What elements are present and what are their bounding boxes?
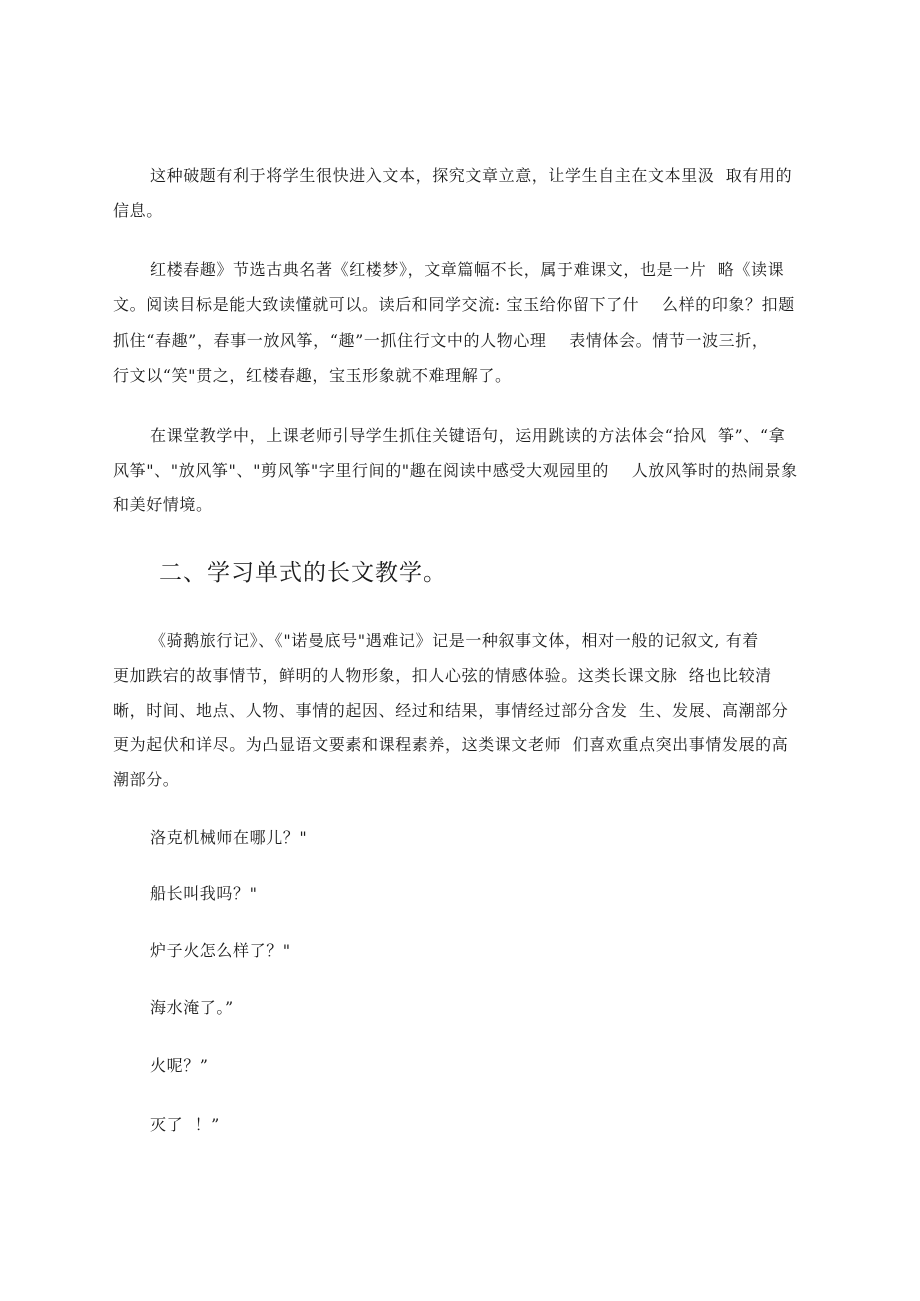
dialogue-line-1: 洛克机械师在哪儿？": [150, 828, 308, 847]
paragraph-2-line-1: 红楼春趣》节选古典名著《红楼梦》，文章篇幅不长，属于难课文，也是一片 略《读课: [150, 260, 785, 279]
paragraph-2-line-2: 文。阅读目标是能大致读懂就可以。读后和同学交流: 宝玉给你留下了什 么样的印象？扣题: [113, 295, 795, 314]
dialogue-line-3: 炉子火怎么样了？": [150, 941, 291, 960]
paragraph-3-line-1: 在课堂教学中，上课老师引导学生抓住关键语句，运用跳读的方法体会“拾风 筝”、“拿: [150, 426, 786, 445]
paragraph-1-line-2: 信息。: [113, 201, 163, 220]
long-paragraph-line-5: 潮部分。: [113, 770, 180, 789]
long-paragraph-line-3: 晰，时间、地点、人物、事情的起因、经过和结果，事情经过部分含发 生、发展、高潮部分: [113, 701, 789, 720]
long-paragraph-line-4: 更为起伏和详尽。为凸显语文要素和课程素养，这类课文老师 们喜欢重点突出事情发展的高: [113, 735, 789, 754]
dialogue-line-4: 海水淹了。”: [150, 998, 234, 1017]
section-heading: 二、学习单式的长文教学。: [159, 560, 447, 586]
paragraph-2-line-4: 行文以“笑"贯之，红楼春趣，宝玉形象就不难理解了。: [113, 366, 512, 385]
long-paragraph-line-2: 更加跌宕的故事情节，鲜明的人物形象，扣人心弦的情感体验。这类长课文脉 络也比较清: [113, 666, 772, 685]
dialogue-line-6: 灭了 ！”: [150, 1115, 220, 1134]
paragraph-1-line-1: 这种破题有利于将学生很快进入文本，探究文章立意，让学生自主在文本里汲 取有用的: [150, 166, 793, 185]
dialogue-line-5: 火呢？”: [150, 1056, 209, 1075]
long-paragraph-line-1: 《骑鹅旅行记》、《"诺曼底号"遇难记》记是一种叙事文体，相对一般的记叙文, 有着: [150, 631, 759, 650]
paragraph-3-line-2: 风筝"、"放风筝"、"剪风筝"字里行间的"趣在阅读中感受大观园里的 人放风筝时的热闹景象: [113, 461, 798, 480]
paragraph-3-line-3: 和美好情境。: [113, 495, 213, 514]
dialogue-line-2: 船长叫我吗？": [150, 884, 258, 903]
paragraph-2-line-3: 抓住“春趣”，春事一放风筝，“趣”一抓住行文中的人物心理 表情体会。情节一波三折，: [113, 331, 769, 350]
